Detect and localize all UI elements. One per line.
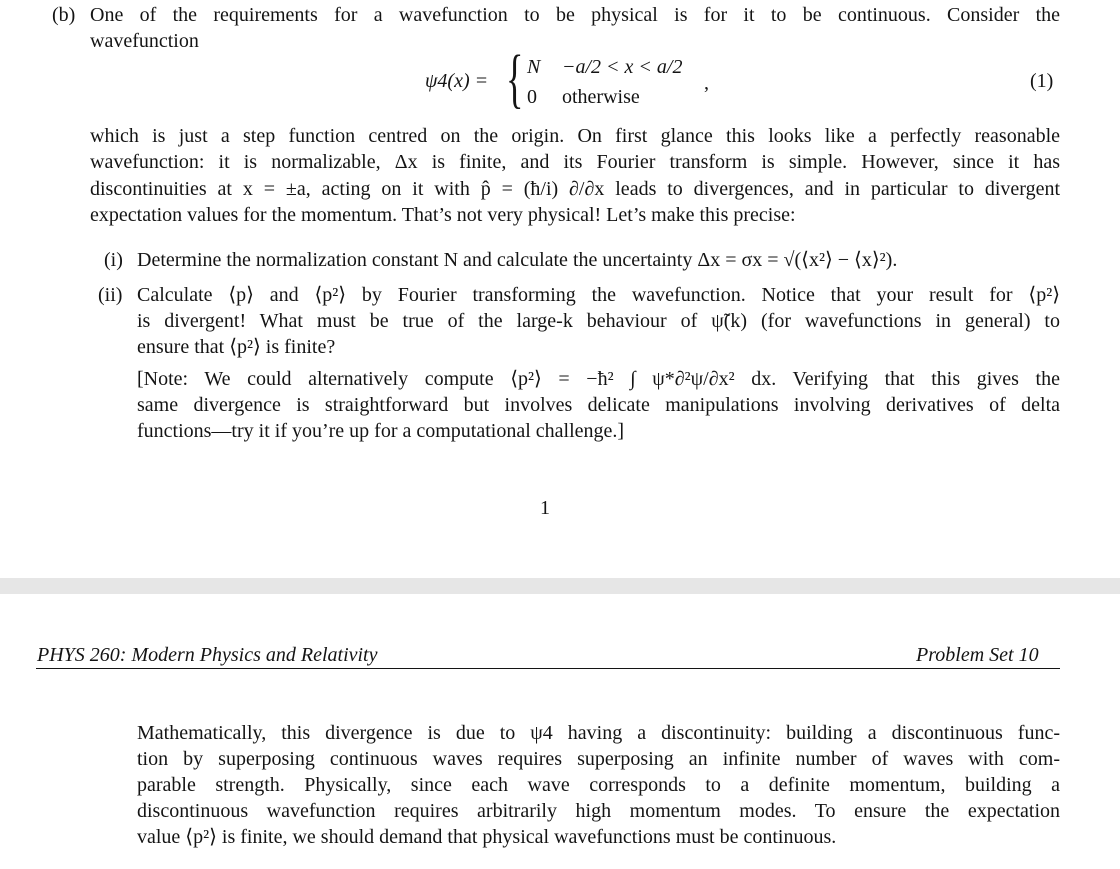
- item-ii-line-1: Calculate ⟨p⟩ and ⟨p²⟩ by Fourier transforming the wavefunction. Notice that your result for ⟨p²⟩: [137, 284, 1060, 306]
- equation-lhs: ψ4(x) =: [425, 70, 489, 92]
- item-ii-label: (ii): [98, 284, 123, 306]
- para-line-4: expectation values for the momentum. That’s not very physical! Let’s make this precise:: [90, 204, 796, 226]
- case1-condition: −a/2 < x < a/2: [562, 56, 683, 78]
- equation-label: (1): [1030, 70, 1054, 92]
- page2-para-line-5: value ⟨p²⟩ is finite, we should demand that physical wavefunctions must be continuous.: [137, 826, 837, 848]
- page2-para-line-4: discontinuous wavefunction requires arbitrarily high momentum modes. To ensure the expectation: [137, 800, 1060, 822]
- item-i-text: Determine the normalization constant N and calculate the uncertainty Δx = σx = √(⟨x²⟩ − ⟨x⟩²).: [137, 249, 898, 271]
- page2-para-line-2: tion by superposing continuous waves requires superposing an infinite number of waves with com-: [137, 748, 1060, 770]
- para-line-3: discontinuities at x = ±a, acting on it with p̂ = (ħ/i) ∂/∂x leads to divergences, and in particular to divergent: [90, 178, 1060, 200]
- note-line-3: functions—try it if you’re up for a computational challenge.]: [137, 420, 625, 442]
- page2-para-line-3: parable strength. Physically, since each wave corresponds to a definite momentum, building a: [137, 774, 1060, 796]
- para-line-1: which is just a step function centred on the origin. On first glance this looks like a perfectly reasonable: [90, 125, 1060, 147]
- header-rule: [36, 668, 1060, 669]
- case1-value: N: [527, 56, 541, 78]
- header-right: Problem Set 10: [916, 644, 1039, 666]
- para-line-2: wavefunction: it is normalizable, Δx is finite, and its Fourier transform is simple. However, since it has: [90, 151, 1060, 173]
- case2-condition: otherwise: [562, 86, 640, 108]
- note-line-2: same divergence is straightforward but involves delicate manipulations involving derivatives of delta: [137, 394, 1060, 416]
- page-separator: [0, 578, 1120, 594]
- part-label: (b): [52, 4, 76, 26]
- item-i-label: (i): [104, 249, 123, 271]
- case2-value: 0: [527, 86, 537, 108]
- item-ii-line-2: is divergent! What must be true of the large-k behaviour of ψ̃(k) (for wavefunctions in general) to: [137, 310, 1060, 332]
- equation-brace: {: [506, 42, 524, 115]
- intro-line-2: wavefunction: [90, 30, 199, 52]
- item-ii-line-3: ensure that ⟨p²⟩ is finite?: [137, 336, 336, 358]
- header-left: PHYS 260: Modern Physics and Relativity: [37, 644, 378, 666]
- note-line-1: [Note: We could alternatively compute ⟨p²⟩ = −ħ² ∫ ψ*∂²ψ/∂x² dx. Verifying that this gives the: [137, 368, 1060, 390]
- page2-para-line-1: Mathematically, this divergence is due to ψ4 having a discontinuity: building a discontinuous func-: [137, 722, 1060, 744]
- intro-line-1: One of the requirements for a wavefunction to be physical is for it to be continuous. Consider the: [90, 4, 1060, 26]
- page-2: [0, 594, 1120, 869]
- equation-trailing-comma: ,: [704, 72, 709, 94]
- page-number: 1: [540, 497, 550, 519]
